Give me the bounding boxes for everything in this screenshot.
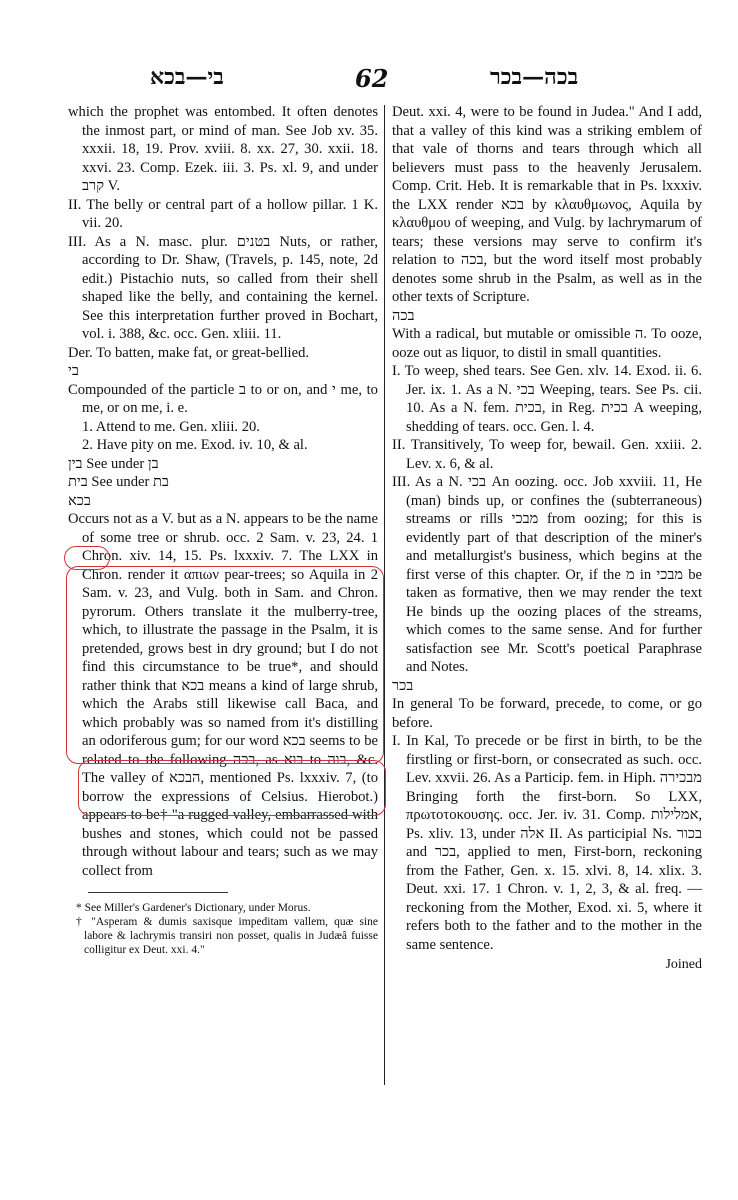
footnote: * See Miller's Gardener's Dictionary, under Morus. [76,902,311,914]
right-column [392,103,702,975]
paragraph: II. Transitively, To weep for, bewail. Gen. xxiii. 2. Lev. x. 6, & al. [392,437,702,472]
paragraph: I. To weep, shed tears. See Gen. xlv. 14. Exod. ii. 6. Jer. ix. 1. As a N. בכי Weeping, tears. See Ps. cii. 10. As a N. fem. בכית, in Reg. בכית A weeping, shedding of tears. occ. Gen. l. 4. [392,363,703,435]
paragraph: II. The belly or central part of a hollow pillar. 1 K. vii. 20. [68,196,378,231]
paragraph-baca-entry: Occurs not as a V. but as a N. appears to be the name of some tree or shrub. occ. 2 Sam. v. 23, 24. 1 Chron. xiv. 14, 15. Ps. lxxxiv. 7. The LXX in Chron. render it απιων pear-trees; so Aquila in 2 Sam. v. 23, and Vulg. both in Sam. and Chron. pyrorum. Others translate it the mulberry-tree, which, to illustrate the passage in the Psalm, it is pretended, grows best in dry ground; but I do not find this circumstance to be true*, and should rather think that בכא means a kind of large shrub, which the Arabs still likewise call Baca, and which probably was so named from it's distilling an odoriferous gum; for our word בכא seems to be related to the following בכה, as בוא to בוה, &c. The valley of הבכא, mentioned Ps. lxxxiv. 7, (to borrow the expressions of Celsius. Hierobot.) appears to be† "a rugged valley, embarrassed with bushes and stones, which could not be passed through without labour and tears; such as we may collect from [68,511,379,879]
footnote-rule [88,892,228,893]
paragraph: Deut. xxi. 4, were to be found in Judea." And I add, that a valley of this kind was a striking emblem of that vale of thorns and tears through which all believers must pass to the heavenly Jerusalem. Comp. Crit. Heb. It is remarkable that in Ps. lxxxiv. the LXX render בכא by κλαυθμωνος, Aquila by κλαυθμου of weeping, and Vulg. by lachrymarum of tears; these versions may serve to confirm it's relation to בכה, but the word itself most probably denotes some shrub in the Psalm, as well as in the other texts of Scripture. [392,104,702,305]
footnote: † "Asperam & dumis saxisque impeditam vallem, quæ sine labore & lachrymis transiri non posset, qualis in Judæâ fuisse colligitur ex Deut. xxi. 4." [76,916,378,956]
annotation-passage-box [78,760,386,816]
paragraph: which the prophet was entombed. It often denotes the inmost part, or mind of man. See Job xv. 35. xxxii. 18, 19. Prov. xviii. 8. xx. 27, 30. xxii. 18. xxvi. 23. Comp. Ezek. iii. 3. Ps. xl. 9, and under קרב V. [68,104,378,194]
paragraph: III. As a N. בכי An oozing. occ. Job xxviii. 11, He (man) binds up, or confines the (subterraneous) streams or rills מבכי from oozing; for this is evidently part of that description of the miner's and metallurgist's business, which begins at the first verse of this chapter. Or, if the מ in מבכי be taken as formative, then we may render the text He binds up the oozing places of the streams, which comes to the same sense. And for further satisfaction see Mr. Scott's poetical Paraphrase and Notes. [392,474,702,675]
column-divider [384,105,385,1085]
paragraph: With a radical, but mutable or omissible ה. To ooze, ooze out as liquor, to distil in small quantities. [392,326,703,361]
paragraph: In general To be forward, precede, to come, or go before. [392,696,702,731]
header-left-title: בי—בכא [150,64,224,90]
entry-headword: בכה [392,307,415,324]
paragraph: 1. Attend to me. Gen. xliii. 20. [82,418,260,435]
paragraph: I. In Kal, To precede or be first in birth, to be the firstling or first-born, or consecrated as such. occ. Lev. xxvii. 26. As a Particip. fem. in Hiph. מבכירה Bringing forth the first-born. So LXX, πρωτοτοκουσης. occ. Jer. iv. 31. Comp. אמלילות, Ps. xliv. 13, under אלה II. As participial Ns. בכור and בכר, applied to men, First-born, reckoning from the Father, Gen. x. 15. xlvi. 8, 14. xlix. 3. Deut. xxi. 17. 1 Chron. v. 1, 2, 3, & al. freq. —reckoning from the Mother, Exod. xi. 5, where it refers both to the father and to the mother in the same sentence. [392,733,702,953]
entry-headword: בי [68,363,79,379]
cross-reference: בית See under בת [68,474,169,490]
page-number: 62 [355,64,389,93]
paragraph: III. As a N. masc. plur. בטנים Nuts, or rather, according to Dr. Shaw, (Travels, p. 145, note, 2d edit.) Pistachio nuts, so called from their shell shaped like the belly, and containing the kernel. See this interpretation further proved in Bochart, vol. i. 388, &c. occ. Gen. xliii. 11. [68,233,378,342]
paragraph: Compounded of the particle ב to or on, and י me, to me, or on me, i. e. [68,381,378,416]
running-header [0,64,738,100]
catchword: Joined [665,957,702,972]
header-right-title: בכה—בכר [490,64,579,90]
entry-headword: בכר [392,677,414,694]
annotation-passage-box [66,566,384,764]
entry-headword-baca: בכא [68,492,91,509]
paragraph: 2. Have pity on me. Exod. iv. 10, & al. [82,437,308,453]
left-column [68,103,378,957]
cross-reference: בין See under בן [68,455,159,472]
paragraph: Der. To batten, make fat, or great-bellied. [68,344,310,361]
